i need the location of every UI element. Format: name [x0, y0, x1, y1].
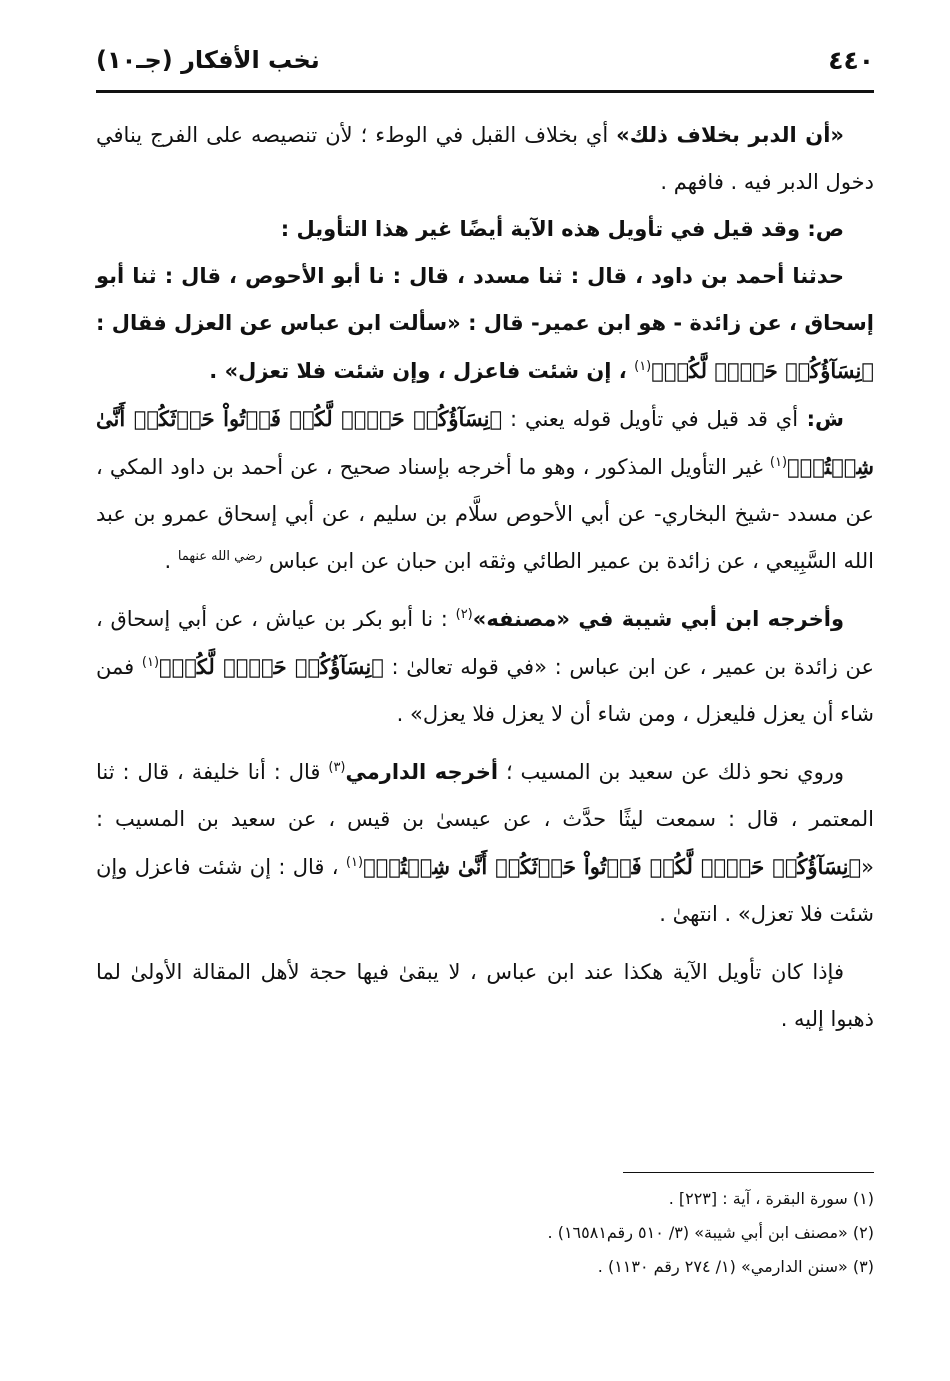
sharh-marker: ش:	[798, 407, 845, 431]
bold-phrase: أخرجه الدارمي	[345, 760, 499, 784]
paragraph-text: : نا أبو بكر بن عياش ، عن أبي إسحاق ، عن زائدة بن عمير ، عن ابن عباس : «في قوله تعالىٰ :	[96, 607, 874, 679]
paragraph-7	[96, 949, 874, 1043]
footnote-marker: (١)	[345, 855, 364, 870]
footnote-marker: (١)	[141, 655, 160, 670]
paragraph-text: أي قد قيل في تأويل قوله يعني :	[502, 407, 799, 431]
footnote-rule	[623, 1172, 874, 1173]
paragraph-text: فمن شاء أن يعزل فليعزل ، ومن شاء أن لا يعزل فلا يعزل» .	[96, 655, 874, 726]
isnad-text: حدثنا أحمد بن داود ، قال : ثنا مسدد ، قال : نا أبو الأحوص ، قال : ثنا أبو إسحاق ، عن زائدة - هو ابن عمير- قال : «سألت ابن عباس عن العزل فقال :	[96, 264, 874, 335]
paragraph-6	[96, 749, 874, 938]
paragraph-text: وروي نحو ذلك عن سعيد بن المسيب ؛	[498, 760, 845, 784]
quran-verse: ﴿نِسَآؤُكُمۡ حَرۡثٞ لَّكُمۡ﴾	[159, 654, 384, 679]
bold-phrase: وأخرجه ابن أبي شيبة في «مصنفه»	[472, 607, 844, 631]
matn-heading: ص: وقد قيل في تأويل هذه الآية أيضًا غير هذا التأويل :	[280, 217, 844, 241]
paragraph-1	[96, 112, 874, 206]
footnote-marker: (١)	[634, 359, 652, 374]
footnote-marker: (٣)	[328, 760, 346, 775]
header-rule	[96, 90, 874, 93]
isnad-text-end: ، إن شئت فاعزل ، وإن شئت فلا تعزل» .	[209, 359, 635, 383]
paragraph-text: غير التأويل المذكور ، وهو ما أخرجه بإسناد صحيح ، عن أحمد بن داود المكي ، عن مسدد -شيخ البخاري- عن أبي الأحوص سلَّام بن سليم ، عن أبي إسحاق عمرو بن عبد الله السَّبِيعي ، عن زائدة بن عمير الطائي وثقه ابن حبان عن ابن عباس	[96, 455, 874, 573]
quran-verse: ﴿نِسَآؤُكُمۡ حَرۡثٞ لَّكُمۡ فَأۡتُواْ حَرۡثَكُمۡ أَنَّىٰ شِئۡتُمۡ﴾	[96, 406, 874, 479]
paragraph-end: .	[164, 549, 178, 573]
footnote-marker: (٢)	[455, 607, 473, 622]
footnote-marker: (١)	[769, 455, 788, 470]
bold-phrase: «أن الدبر بخلاف ذلك»	[616, 123, 844, 147]
paragraph-5	[96, 596, 874, 738]
footnote-2: (٢) «مصنف ابن أبي شيبة» (٣/ ٥١٠ رقم١٦٥٨١) .	[547, 1223, 874, 1242]
page-number: ٤٤٠	[828, 46, 874, 75]
footnote-1: (١) سورة البقرة ، آية : [٢٢٣] .	[668, 1189, 874, 1208]
paragraph-2	[96, 206, 874, 253]
footnotes	[380, 1182, 874, 1284]
paragraph-3	[96, 253, 874, 395]
footnote-3: (٣) «سنن الدارمي» (١/ ٢٧٤ رقم ١١٣٠) .	[597, 1257, 874, 1276]
paragraph-text: ، قال : إن شئت فاعزل وإن شئت فلا تعزل» . انتهىٰ .	[96, 855, 874, 926]
running-title: نخب الأفكار (جـ١٠)	[96, 46, 320, 74]
honorific-glyph: رضي الله عنهما	[177, 549, 263, 564]
paragraph-text: فإذا كان تأويل الآية هكذا عند ابن عباس ، لا يبقىٰ فيها حجة لأهل المقالة الأولىٰ لما ذهبوا إليه .	[96, 960, 874, 1031]
quran-verse: ﴿نِسَآؤُكُمۡ حَرۡثٞ لَّكُمۡ فَأۡتُواْ حَرۡثَكُمۡ أَنَّىٰ شِئۡتُمۡ﴾	[363, 854, 862, 879]
paragraph-4	[96, 395, 874, 585]
quran-verse: ﴿نِسَآؤُكُمۡ حَرۡثٞ لَّكُمۡ﴾	[651, 358, 874, 383]
paragraph-text: قال : أنا خليفة ، قال : ثنا المعتمر ، قال : سمعت ليثًا حدَّث ، عن عيسىٰ بن قيس ، عن سعيد بن المسيب : «	[96, 760, 874, 879]
running-header	[96, 44, 874, 84]
main-text	[96, 112, 874, 1043]
paragraph-text: أي بخلاف القبل في الوطء ؛ لأن تنصيصه على الفرج ينافي دخول الدبر فيه . فافهم .	[96, 123, 874, 194]
